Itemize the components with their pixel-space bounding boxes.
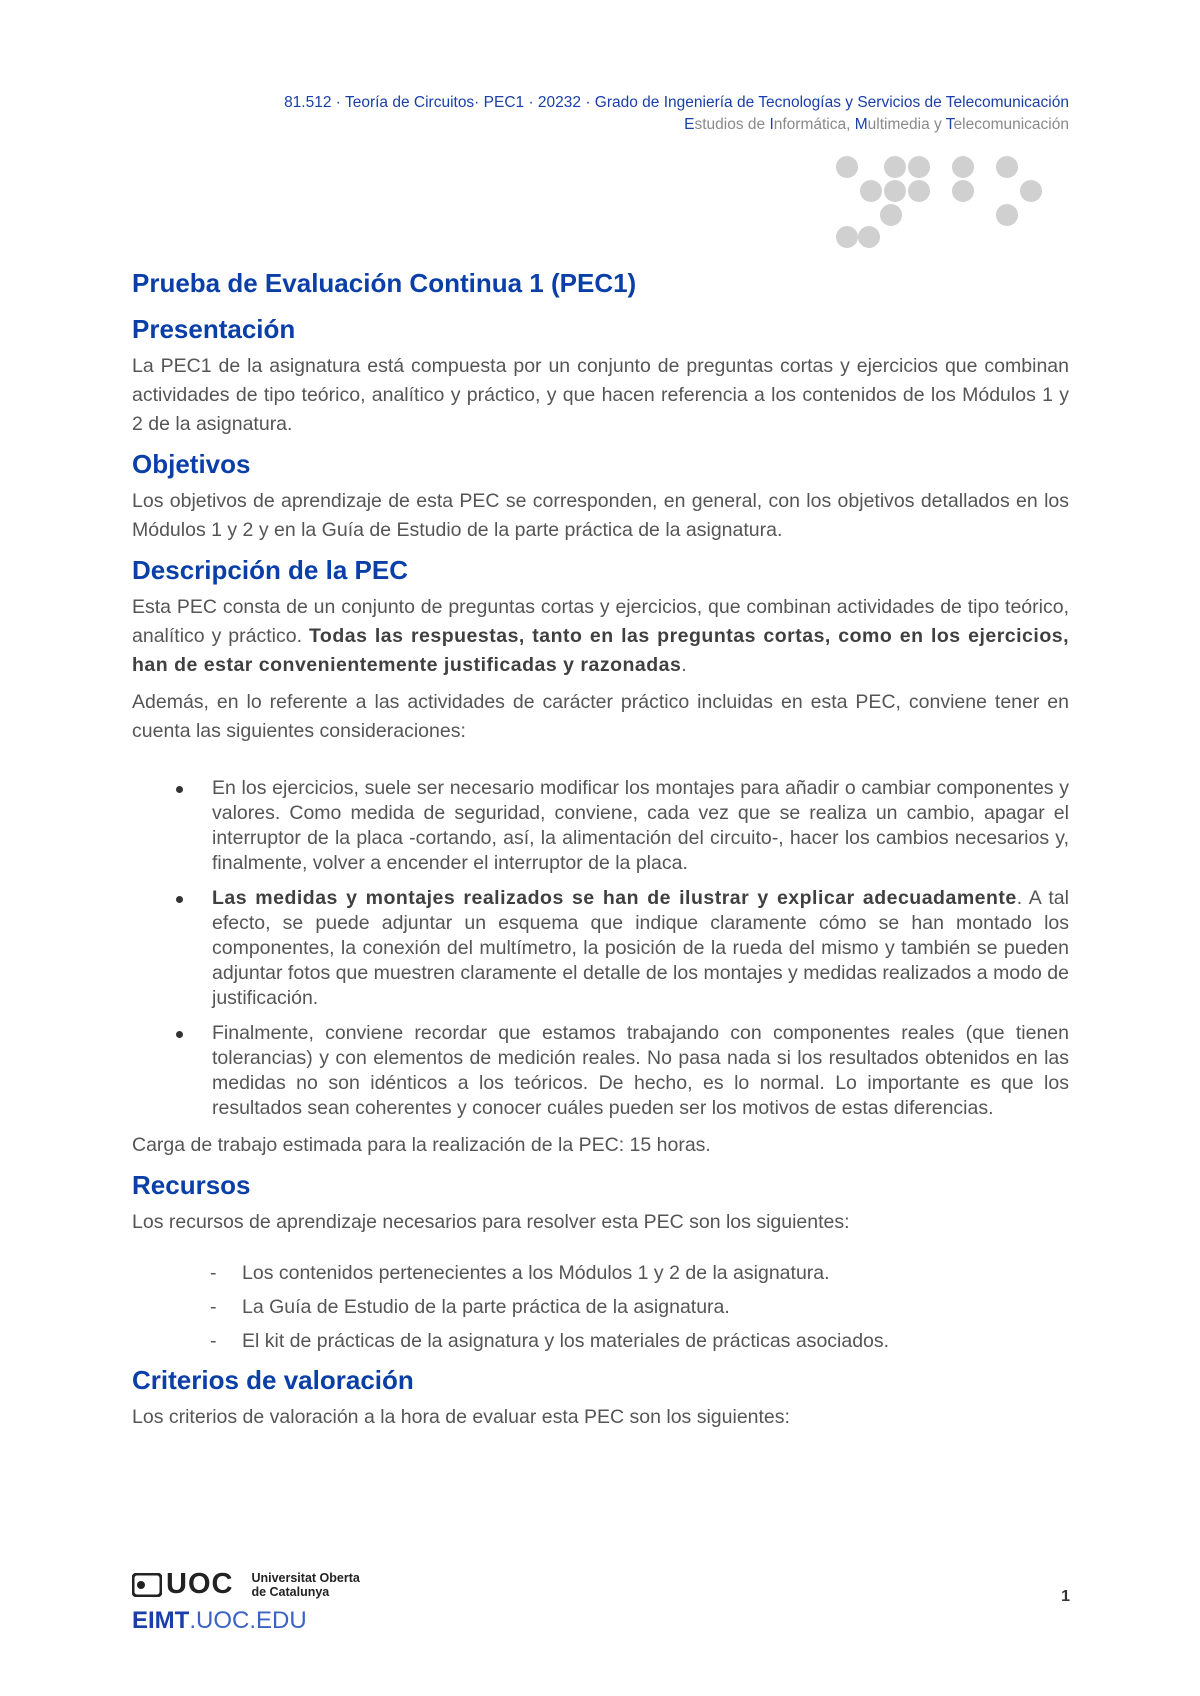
section-heading-presentacion: Presentación [132,314,296,344]
dash-icon: - [210,1330,217,1352]
section-heading-objetivos: Objetivos [132,449,251,479]
studies-header-line: Estudios de Informática, Multimedia y Telecomunicación [684,116,1069,133]
list-item: - El kit de prácticas de la asignatura y los materiales de prácticas asociados. [210,1330,890,1352]
descripcion-paragraph-1: Esta PEC consta de un conjunto de preguntas cortas y ejercicios, que combinan actividades de tipo teórico, analítico y práctico. Todas las respuestas, tanto en las preguntas cortas, como en los ejercicios, han de estar convenientemente justificadas y razonadas. [132,596,1069,676]
course-header-line: 81.512 · Teoría de Circuitos· PEC1 · 20232 · Grado de Ingeniería de Tecnologías y Servicios de Telecomunicación [284,94,1069,111]
decorative-dots-graphic [835,155,1075,255]
presentacion-text: La PEC1 de la asignatura está compuesta por un conjunto de preguntas cortas y ejercicios que combinan actividades de tipo teórico, analítico y práctico, y que hacen referencia a los contenidos de los Módulos 1 y 2 de la asignatura. [132,355,1069,435]
uoc-logo-subtitle: Universitat Oberta de Catalunya [251,1570,360,1599]
bullet-icon [176,896,183,903]
uoc-logo [132,1568,360,1635]
document-body [132,266,1069,1440]
list-item: Las medidas y montajes realizados se han de ilustrar y explicar adecuadamente. A tal efecto, se puede adjuntar un esquema que indique claramente cómo se han montado los componentes, la conexión del multímetro, la posición de la rueda del mismo y también se pueden adjuntar fotos que muestren claramente el detalle de los montajes y medidas realizados a modo de justificación. [212,886,1069,1011]
recursos-intro: Los recursos de aprendizaje necesarios para resolver esta PEC son los siguientes: [132,1211,850,1233]
objetivos-text: Los objetivos de aprendizaje de esta PEC se corresponden, en general, con los objetivos detallados en los Módulos 1 y 2 y en la Guía de Estudio de la parte práctica de la asignatura. [132,490,1069,541]
list-item: - La Guía de Estudio de la parte práctica de la asignatura. [210,1296,730,1318]
section-heading-criterios: Criterios de valoración [132,1365,414,1395]
dash-icon: - [210,1262,217,1284]
bullet-icon [176,786,183,793]
uoc-logo-icon [132,1573,162,1597]
descripcion-paragraph-2: Además, en lo referente a las actividades de carácter práctico incluidas en esta PEC, conviene tener en cuenta las siguientes consideraciones: [132,691,1069,742]
criterios-intro: Los criterios de valoración a la hora de evaluar esta PEC son los siguientes: [132,1406,790,1428]
eimt-site-label: EIMT.UOC.EDU [132,1607,307,1634]
page-number: 1 [1061,1588,1070,1605]
descripcion-emphasis: Todas las respuestas, tanto en las preguntas cortas, como en los ejercicios, han de estar convenientemente justificadas y razonadas [132,625,1069,676]
uoc-logo-word: UOC [166,1568,234,1600]
resources-list [132,1261,1069,1354]
list-item: - Los contenidos pertenecientes a los Módulos 1 y 2 de la asignatura. [210,1262,830,1284]
considerations-list [132,776,1069,1121]
bullet-icon [176,1031,183,1038]
list-item: En los ejercicios, suele ser necesario modificar los montajes para añadir o cambiar componentes y valores. Como medida de seguridad, conviene, cada vez que se realiza un cambio, apagar el interruptor de la placa -cortando, así, la alimentación del circuito-, hacer los cambios necesarios y, finalmente, volver a encender el interruptor de la placa. [212,776,1069,876]
list-item: Finalmente, conviene recordar que estamos trabajando con componentes reales (que tienen tolerancias) y con elementos de medición reales. No pasa nada si los resultados obtenidos en las medidas no son idénticos a los teóricos. De hecho, es lo normal. Lo importante es que los resultados sean coherentes y conocer cuáles pueden ser los motivos de estas diferencias. [212,1021,1069,1121]
section-heading-descripcion: Descripción de la PEC [132,555,408,585]
workload-text: Carga de trabajo estimada para la realización de la PEC: 15 horas. [132,1134,711,1156]
page-header [284,92,1069,136]
document-title: Prueba de Evaluación Continua 1 (PEC1) [132,268,637,298]
section-heading-recursos: Recursos [132,1170,251,1200]
dash-icon: - [210,1296,217,1318]
